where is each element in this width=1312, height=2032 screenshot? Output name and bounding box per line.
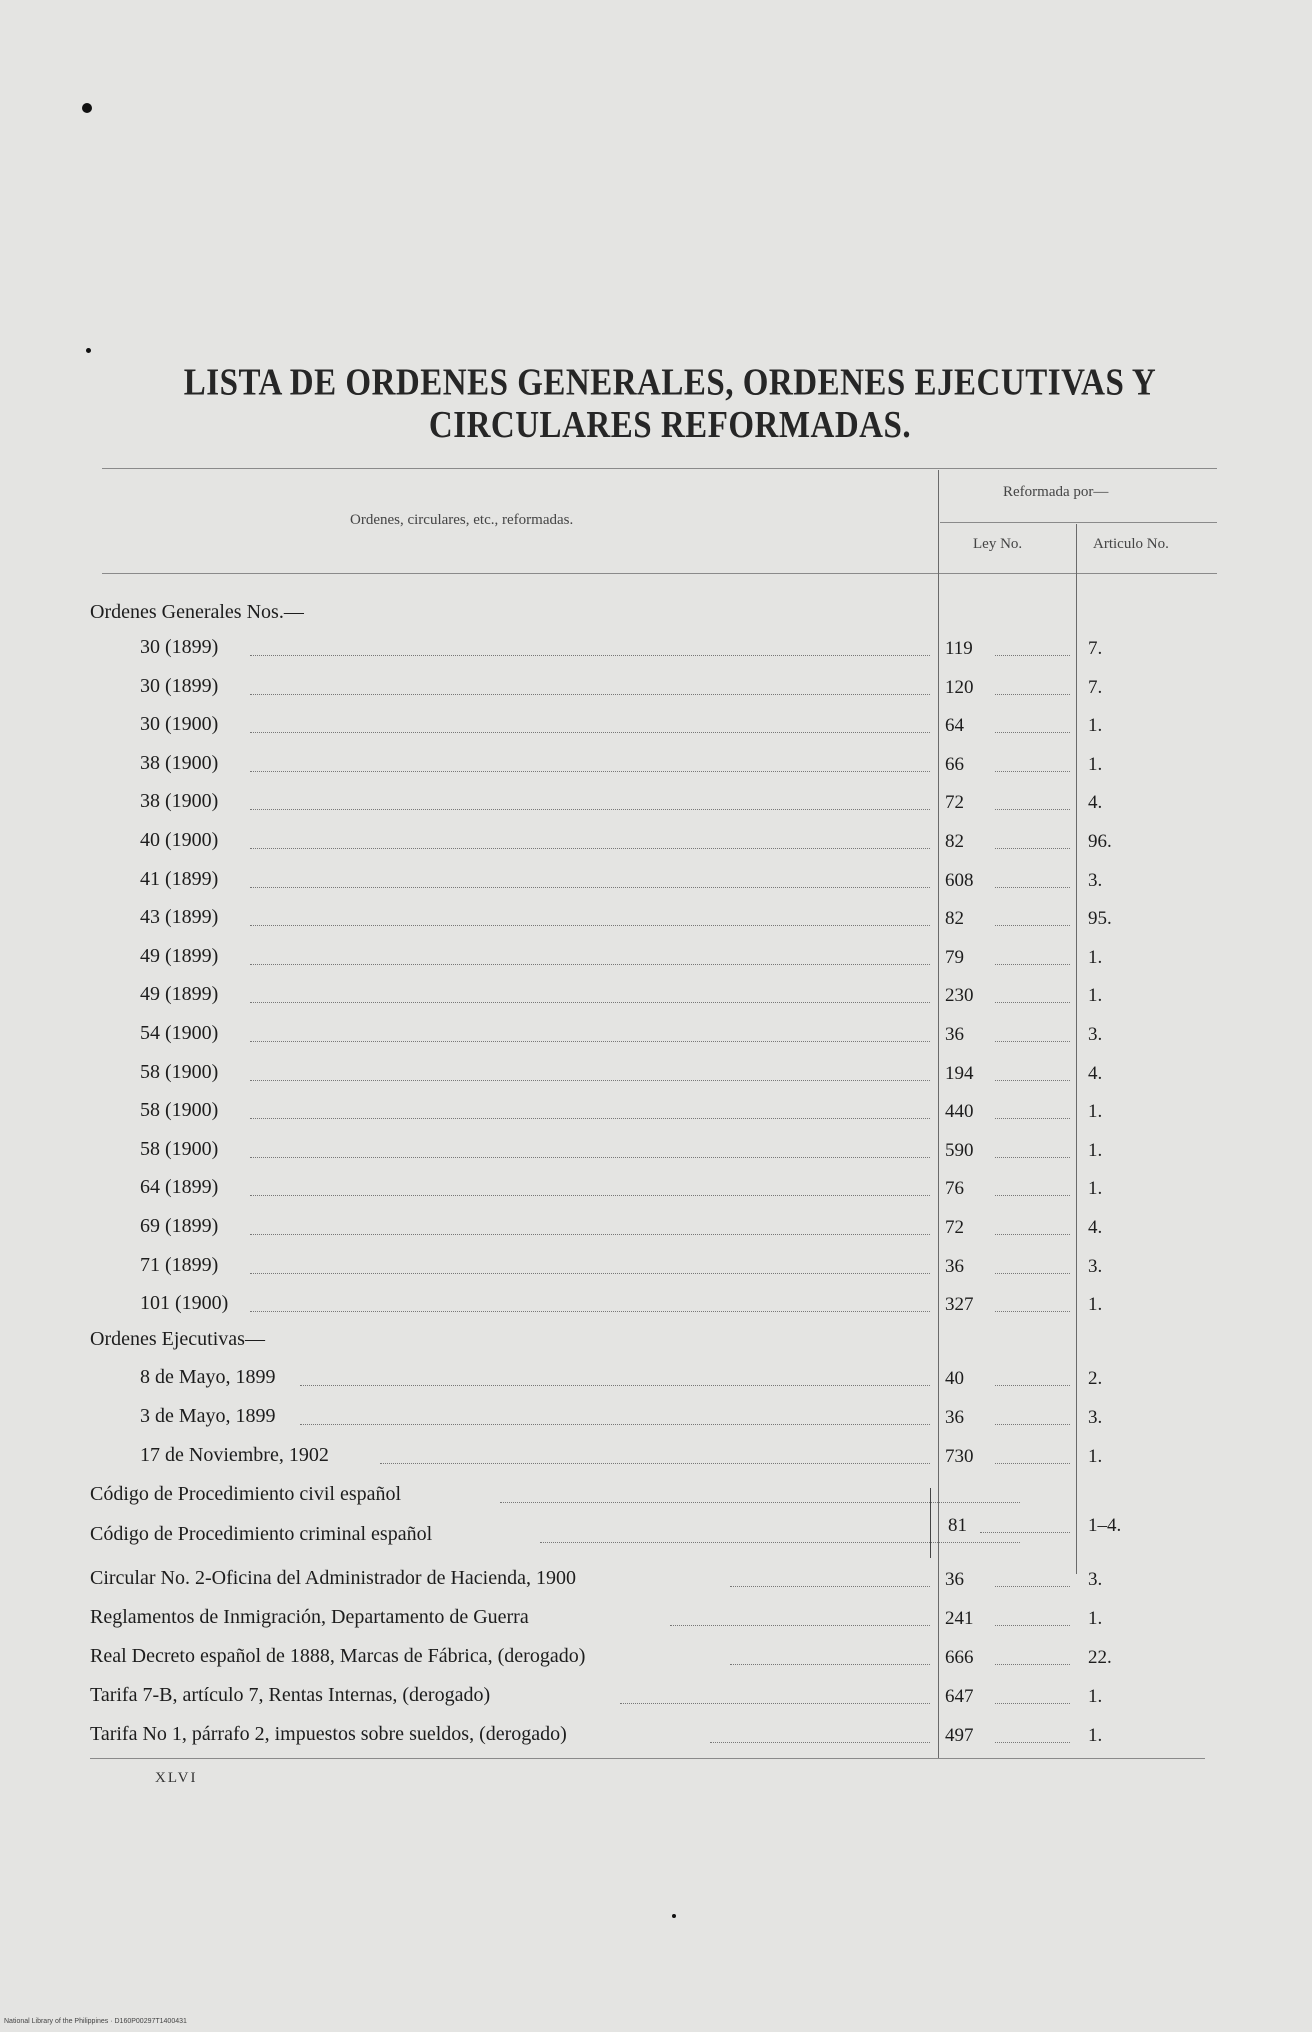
- ley-number: 119: [945, 638, 973, 659]
- row-label: 40 (1900): [140, 829, 219, 851]
- row-label: Tarifa 7-B, artículo 7, Rentas Internas, (derogado): [90, 1684, 491, 1706]
- ley-number: 36: [945, 1024, 964, 1045]
- row-label: 69 (1899): [140, 1215, 219, 1237]
- row-label: 58 (1900): [140, 1099, 219, 1122]
- dot-leader: [380, 1463, 930, 1464]
- dot-leader: [250, 1157, 930, 1158]
- header-articulo: Articulo No.: [1093, 536, 1169, 552]
- scan-credit: National Library of the Philippines · D160P00297T1400431: [4, 2018, 187, 2025]
- table-row: [90, 1058, 1225, 1094]
- dot-leader: [250, 1118, 930, 1119]
- articulo-number: 4.: [1088, 1062, 1103, 1084]
- articulo-number: 1–4.: [1088, 1515, 1122, 1536]
- row-label: Real Decreto español de 1888, Marcas de Fábrica, (derogado): [90, 1645, 586, 1667]
- articulo-number: 1.: [1088, 1446, 1103, 1467]
- articulo-number: 1.: [1088, 985, 1103, 1007]
- row-label: Código de Procedimiento civil español: [90, 1483, 402, 1505]
- dot-leader: [250, 1041, 930, 1042]
- header-bottom-rule: [102, 573, 1217, 574]
- section-label: Ordenes Ejecutivas—: [90, 1328, 265, 1350]
- row-label: 41 (1899): [140, 867, 219, 890]
- row-label: 8 de Mayo, 1899: [140, 1366, 276, 1388]
- header-left: Ordenes, circulares, etc., reformadas.: [350, 512, 574, 528]
- ley-number: 40: [945, 1368, 964, 1389]
- row-label: 58 (1900): [140, 1060, 219, 1083]
- ley-number: 647: [945, 1686, 974, 1707]
- dot-leader: [250, 1002, 930, 1003]
- dot-leader: [995, 964, 1070, 965]
- dot-leader: [995, 887, 1070, 888]
- header-group: Reformada por—: [1003, 484, 1109, 500]
- ley-number: 327: [945, 1294, 974, 1316]
- table-row: [90, 1681, 1225, 1717]
- ley-number: 64: [945, 715, 964, 737]
- table-row: [90, 903, 1225, 939]
- ley-number: 666: [945, 1647, 974, 1668]
- table-row: [90, 1173, 1225, 1209]
- dot-leader: [250, 887, 930, 888]
- articulo-number: 1.: [1088, 753, 1103, 775]
- table-row: [90, 1441, 1225, 1477]
- dot-leader: [620, 1703, 930, 1704]
- articulo-number: 7.: [1088, 676, 1103, 698]
- dot-leader: [995, 1463, 1070, 1464]
- articulo-number: 1.: [1088, 1139, 1103, 1161]
- table-row: [90, 1096, 1225, 1132]
- dot-leader: [995, 1041, 1070, 1042]
- ley-number: 590: [945, 1139, 974, 1161]
- row-label: 38 (1900): [140, 790, 219, 813]
- table-row: [90, 1642, 1225, 1678]
- articulo-number: 2.: [1088, 1368, 1103, 1389]
- table-row: [90, 672, 1225, 708]
- table-row: [90, 710, 1225, 746]
- dot-leader: [250, 1234, 930, 1235]
- articulo-number: 3.: [1088, 1569, 1103, 1590]
- ley-number: 120: [945, 676, 974, 698]
- row-label: Tarifa No 1, párrafo 2, impuestos sobre sueldos, (derogado): [90, 1723, 567, 1745]
- dot-leader: [250, 655, 930, 656]
- row-label: 3 de Mayo, 1899: [140, 1405, 276, 1427]
- dot-leader: [250, 1273, 930, 1274]
- table-row: [90, 633, 1225, 669]
- dot-leader: [300, 1385, 930, 1386]
- row-label: Código de Procedimiento criminal español: [90, 1523, 433, 1545]
- table-row: [90, 865, 1225, 901]
- dot-leader: [995, 1586, 1070, 1587]
- articulo-number: 3.: [1088, 1255, 1103, 1277]
- row-label: 49 (1899): [140, 944, 219, 967]
- dot-leader: [250, 964, 930, 965]
- table-row: [90, 826, 1225, 862]
- table-row: [90, 980, 1225, 1016]
- table-row: [90, 787, 1225, 823]
- ley-number: 66: [945, 753, 964, 775]
- table-row: [90, 942, 1225, 978]
- dot-leader: [995, 1703, 1070, 1704]
- dot-leader: [250, 771, 930, 772]
- dot-leader: [995, 1385, 1070, 1386]
- table-row: [90, 1564, 1225, 1600]
- dot-leader: [730, 1664, 930, 1665]
- dot-leader: [995, 1080, 1070, 1081]
- dot-leader: [995, 1195, 1070, 1196]
- ley-number: 36: [945, 1255, 964, 1277]
- ley-number: 440: [945, 1101, 974, 1123]
- header-group-rule: [940, 522, 1217, 523]
- row-label: 49 (1899): [140, 983, 219, 1006]
- dot-leader: [995, 1002, 1070, 1003]
- dot-leader: [995, 732, 1070, 733]
- section-heading: [90, 1325, 1225, 1361]
- articulo-number: 7.: [1088, 638, 1103, 659]
- articulo-number: 1.: [1088, 946, 1103, 968]
- ley-number: 36: [945, 1569, 964, 1590]
- table-row: [90, 1363, 1225, 1399]
- row-label: 58 (1900): [140, 1137, 219, 1160]
- table-row: [90, 1289, 1225, 1325]
- dot-leader: [995, 694, 1070, 695]
- articulo-number: 96.: [1088, 831, 1112, 852]
- dot-leader: [250, 809, 930, 810]
- dot-leader: [995, 1157, 1070, 1158]
- ley-number: 194: [945, 1062, 974, 1084]
- ley-number: 730: [945, 1446, 974, 1467]
- row-label: 71 (1899): [140, 1253, 219, 1276]
- dot-leader: [995, 809, 1070, 810]
- articulo-number: 1.: [1088, 715, 1103, 737]
- dot-leader: [250, 1311, 930, 1312]
- table-row: [90, 1251, 1225, 1287]
- dot-leader: [670, 1625, 930, 1626]
- ley-number: 81: [948, 1515, 967, 1536]
- dot-leader: [250, 1195, 930, 1196]
- dot-leader: [995, 1273, 1070, 1274]
- articulo-number: 3.: [1088, 1407, 1103, 1428]
- dot-leader: [250, 1080, 930, 1081]
- dot-leader: [995, 1234, 1070, 1235]
- dot-leader: [995, 1742, 1070, 1743]
- header-ley: Ley No.: [973, 536, 1023, 552]
- articulo-number: 1.: [1088, 1178, 1103, 1200]
- row-label: Reglamentos de Inmigración, Departamento de Guerra: [90, 1606, 529, 1628]
- articulo-number: 22.: [1088, 1647, 1112, 1668]
- table-row: [90, 1135, 1225, 1171]
- row-label: 43 (1899): [140, 906, 219, 929]
- dot-leader: [995, 655, 1070, 656]
- articulo-number: 95.: [1088, 908, 1112, 930]
- ley-number: 608: [945, 869, 974, 891]
- ink-speck: [86, 348, 91, 353]
- articulo-number: 3.: [1088, 869, 1103, 891]
- ley-number: 72: [945, 1217, 964, 1238]
- articulo-number: 4.: [1088, 792, 1103, 814]
- dot-leader: [500, 1502, 1020, 1503]
- dot-leader: [995, 925, 1070, 926]
- table-row: [90, 1402, 1225, 1438]
- table-top-rule: [102, 468, 1217, 469]
- table-row: [90, 1019, 1225, 1055]
- section-label: Ordenes Generales Nos.—: [90, 601, 304, 623]
- row-label: 30 (1899): [140, 636, 219, 658]
- articulo-number: 1.: [1088, 1608, 1103, 1629]
- row-label: 38 (1900): [140, 751, 219, 774]
- dot-leader: [995, 1311, 1070, 1312]
- articulo-number: 1.: [1088, 1725, 1103, 1746]
- page-title: LISTA DE ORDENES GENERALES, ORDENES EJECUTIVAS Y CIRCULARES REFORMADAS.: [183, 362, 1157, 447]
- ley-number: 72: [945, 792, 964, 814]
- articulo-number: 1.: [1088, 1294, 1103, 1316]
- ley-number: 230: [945, 985, 974, 1007]
- dot-leader: [995, 1424, 1070, 1425]
- articulo-number: 1.: [1088, 1686, 1103, 1707]
- row-label: 30 (1899): [140, 674, 219, 697]
- dot-leader: [995, 1664, 1070, 1665]
- ley-number: 241: [945, 1608, 974, 1629]
- row-label: 30 (1900): [140, 713, 219, 736]
- dot-leader: [995, 1625, 1070, 1626]
- dot-leader: [710, 1742, 930, 1743]
- table-row: [90, 749, 1225, 785]
- ley-number: 82: [945, 908, 964, 930]
- table-bottom-rule: [90, 1758, 1205, 1759]
- row-label: Circular No. 2-Oficina del Administrador de Hacienda, 1900: [90, 1567, 576, 1589]
- articulo-number: 3.: [1088, 1024, 1103, 1045]
- articulo-number: 1.: [1088, 1101, 1103, 1123]
- ink-speck: [82, 103, 92, 113]
- table-row: [90, 1720, 1225, 1756]
- ink-speck: [672, 1914, 676, 1918]
- row-label: 101 (1900): [140, 1292, 229, 1315]
- row-label: 54 (1900): [140, 1022, 219, 1044]
- dot-leader: [980, 1532, 1070, 1533]
- dot-leader: [250, 694, 930, 695]
- dot-leader: [250, 732, 930, 733]
- dot-leader: [995, 771, 1070, 772]
- row-label: 17 de Noviembre, 1902: [140, 1444, 329, 1466]
- ley-number: 82: [945, 831, 964, 852]
- row-label: 64 (1899): [140, 1176, 219, 1199]
- ley-number: 79: [945, 946, 964, 968]
- dot-leader: [730, 1586, 930, 1587]
- table-row: [90, 1212, 1225, 1248]
- dot-leader: [995, 1118, 1070, 1119]
- ley-number: 497: [945, 1725, 974, 1746]
- articulo-number: 4.: [1088, 1217, 1103, 1238]
- ley-number: 76: [945, 1178, 964, 1200]
- page-number: XLVI: [155, 1770, 198, 1786]
- dot-leader: [250, 925, 930, 926]
- dot-leader: [250, 848, 930, 849]
- dot-leader: [300, 1424, 930, 1425]
- dot-leader: [995, 848, 1070, 849]
- table-row: [90, 1603, 1225, 1639]
- ley-number: 36: [945, 1407, 964, 1428]
- table-row: [90, 1510, 1225, 1546]
- section-heading: [90, 598, 1225, 634]
